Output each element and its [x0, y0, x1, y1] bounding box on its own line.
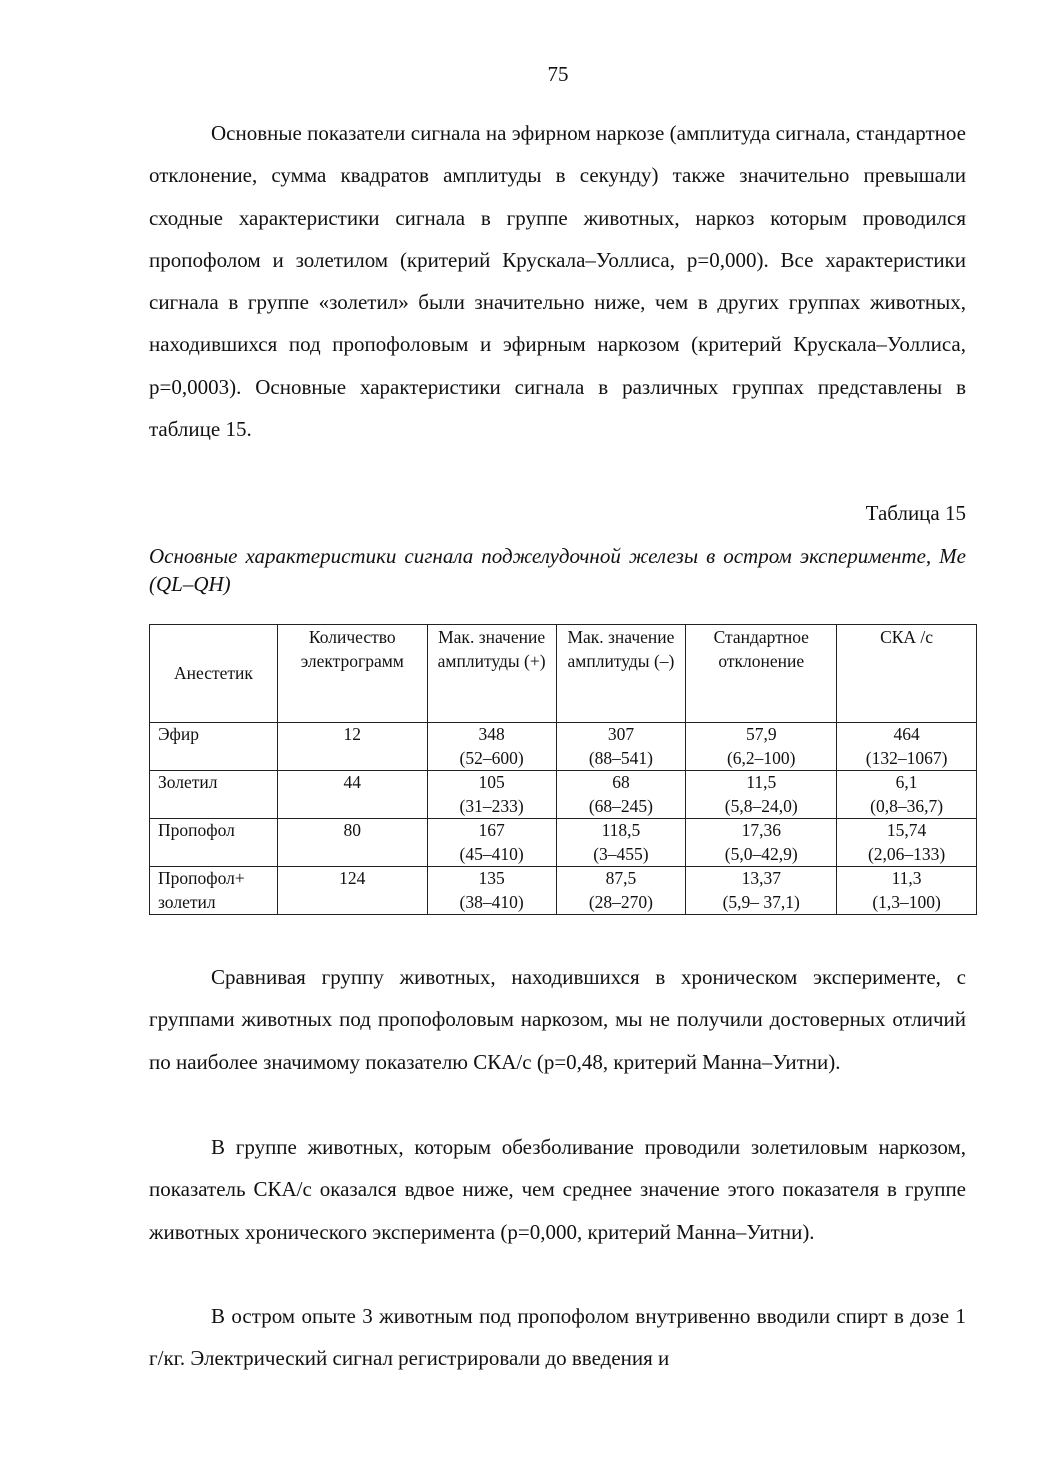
cell-value: 13,37	[741, 868, 781, 888]
header-count: Количество электрограмм	[277, 625, 427, 723]
header-max-neg: Мак. значение амплитуды (–)	[556, 625, 686, 723]
cell-range: (52–600)	[459, 747, 524, 768]
table-row	[150, 867, 977, 915]
cell-value: 57,9	[745, 724, 777, 744]
cell-range: (0,8–36,7)	[870, 795, 944, 816]
cell-count: 124	[277, 867, 427, 915]
cell-std	[686, 819, 837, 867]
cell-range: (5,8–24,0)	[724, 795, 798, 816]
cell-range: (31–233)	[459, 795, 524, 816]
cell-value: 464	[893, 724, 920, 744]
header-anesthetic: Анестетик	[150, 625, 278, 723]
cell-value: 167	[478, 820, 505, 840]
cell-value: 307	[607, 724, 635, 744]
cell-max-neg	[556, 771, 686, 819]
cell-value: 11,3	[891, 868, 922, 888]
cell-range: (3–455)	[593, 843, 649, 864]
cell-count: 44	[277, 771, 427, 819]
cell-value: 118,5	[601, 820, 641, 840]
cell-std	[686, 771, 837, 819]
header-std: Стандартное отклонение	[686, 625, 837, 723]
cell-max-neg	[556, 867, 686, 915]
table-row	[150, 819, 977, 867]
cell-count: 12	[277, 723, 427, 771]
cell-range: (38–410)	[459, 891, 524, 912]
cell-anesthetic: Пропофол	[150, 819, 278, 867]
paragraph-1: Основные показатели сигнала на эфирном наркозе (амплитуда сигнала, стандартное отклонение, сумма квадратов амплитуды в секунду) также значительно превышали сходные характеристики сигнала в группе животных, наркоз которым проводился пропофолом и золетилом (критерий Крускала–Уоллиса, р=0,000). Все характеристики сигнала в группе «золетил» были значительно ниже, чем в других группах животных, находившихся под пропофоловым и эфирным наркозом (критерий Крускала–Уоллиса, р=0,0003). Основные характеристики сигнала в различных группах представлены в таблице 15.	[149, 121, 966, 442]
table-number: Таблица 15	[865, 501, 966, 525]
cell-anesthetic: Эфир	[150, 723, 278, 771]
cell-range: (88–541)	[588, 747, 654, 768]
cell-value: 68	[612, 772, 630, 792]
cell-range: (5,9– 37,1)	[722, 891, 800, 912]
table-header-row	[150, 625, 977, 723]
table-row	[150, 723, 977, 771]
cell-value: 11,5	[746, 772, 777, 792]
header-ska: СКА /с	[837, 625, 977, 723]
cell-range: (28–270)	[588, 891, 654, 912]
cell-max-neg	[556, 819, 686, 867]
cell-ska	[837, 771, 977, 819]
cell-value: 348	[478, 724, 505, 744]
cell-max-pos	[427, 819, 556, 867]
cell-value: 6,1	[895, 772, 918, 792]
cell-range: (2,06–133)	[867, 843, 946, 864]
page-number: 75	[547, 62, 569, 86]
cell-max-pos	[427, 867, 556, 915]
cell-range: (68–245)	[588, 795, 654, 816]
cell-count: 80	[277, 819, 427, 867]
cell-ska	[837, 819, 977, 867]
header-max-pos: Мак. значение амплитуды (+)	[427, 625, 556, 723]
paragraph-2: Сравнивая группу животных, находившихся в хроническом эксперименте, с группами животных под пропофоловым наркозом, мы не получили достоверных отличий по наиболее значимому показателю СКА/с (р=0,48, критерий Манна–Уитни).	[149, 965, 966, 1074]
cell-value: 87,5	[605, 868, 637, 888]
data-table	[149, 624, 977, 915]
cell-anesthetic: Пропофол+ золетил	[150, 867, 278, 915]
cell-range: (6,2–100)	[726, 747, 796, 768]
cell-range: (45–410)	[459, 843, 524, 864]
cell-max-pos	[427, 723, 556, 771]
cell-value: 135	[478, 868, 505, 888]
cell-range: (1,3–100)	[872, 891, 941, 912]
cell-anesthetic: Золетил	[150, 771, 278, 819]
cell-value: 15,74	[886, 820, 927, 840]
paragraph-3: В группе животных, которым обезболивание проводили золетиловым наркозом, показатель СКА/с оказался вдвое ниже, чем среднее значение этого показателя в группе животных хронического эксперимента (р=0,000, критерий Манна–Уитни).	[149, 1135, 966, 1244]
cell-range: (5,0–42,9)	[724, 843, 798, 864]
cell-std	[686, 723, 837, 771]
paragraph-4: В остром опыте 3 животным под пропофолом внутривенно вводили спирт в дозе 1 г/кг. Электрический сигнал регистрировали до введения и	[149, 1304, 966, 1371]
cell-ska	[837, 723, 977, 771]
cell-std	[686, 867, 837, 915]
cell-value: 105	[478, 772, 505, 792]
cell-range: (132–1067)	[865, 747, 948, 768]
cell-value: 17,36	[741, 820, 781, 840]
cell-max-neg	[556, 723, 686, 771]
table-caption: Основные характеристики сигнала поджелудочной железы в остром эксперименте, Me (QL–QH)	[149, 544, 966, 596]
cell-ska	[837, 867, 977, 915]
table-row	[150, 771, 977, 819]
cell-max-pos	[427, 771, 556, 819]
